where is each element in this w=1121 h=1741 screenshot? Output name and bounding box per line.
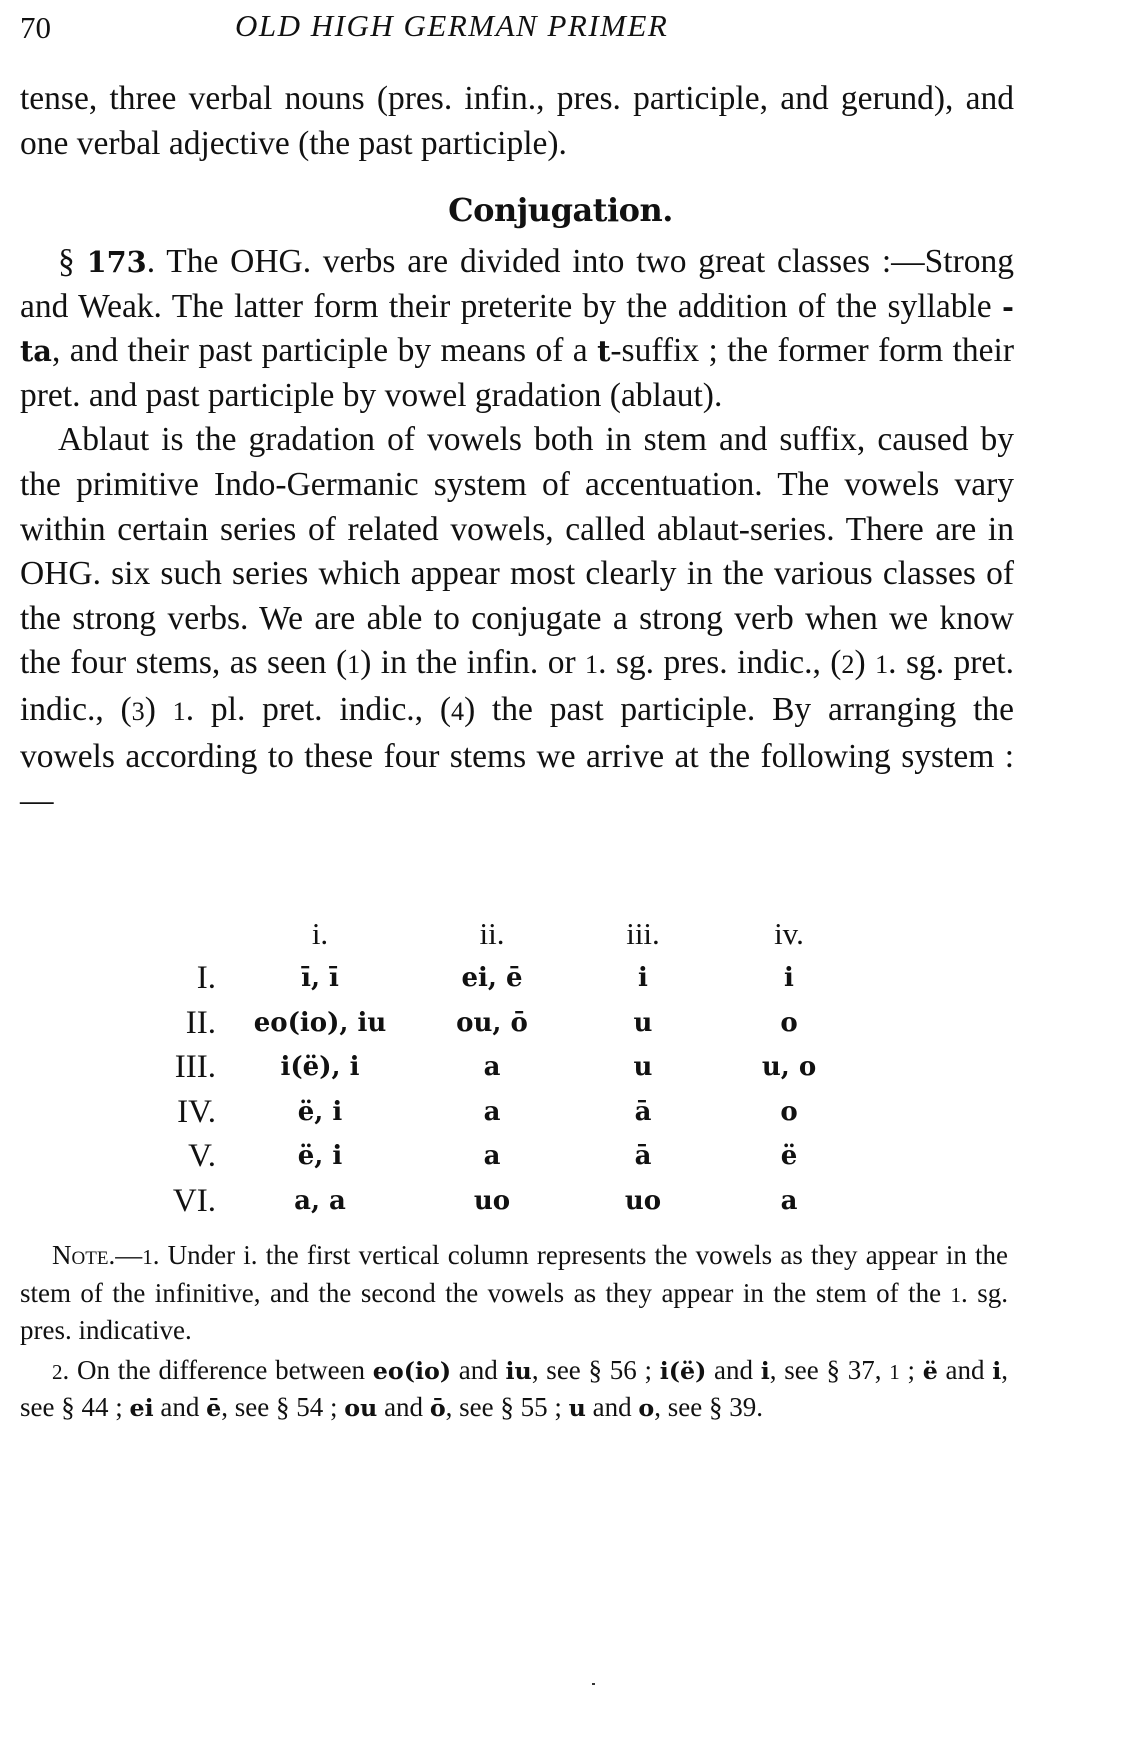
running-title: OLD HIGH GERMAN PRIMER [235,8,669,43]
oldstyle-numeral: 1 [875,650,889,680]
vowel-cell: u [633,1052,653,1082]
text-run: . sg. pres. indic., ( [598,644,842,682]
bold-form: ē [206,1394,222,1422]
column-header: iii. [626,916,660,951]
text-run: . The OHG. verbs are divided into two great classes :—Strong and Weak. The latter form their preterite by the addition of the syllable [20,243,1014,325]
vowel-cell: ā [634,1141,652,1171]
text-run: . Under i. the first vertical column represents the vowels as they appear in the stem of the infinitive, and the second the vowels as they appear in the stem of the [20,1240,1008,1308]
oldstyle-numeral: 1 [950,1282,962,1307]
vowel-cell: uo [473,1185,511,1216]
oldstyle-numeral: 1 [172,696,186,726]
paragraph-173 [20,240,1014,418]
notes [20,1238,1008,1427]
oldstyle-numeral: 1 [889,1359,900,1384]
paragraph-text [20,77,1014,166]
text-run: ) the past participle. By arranging the vowels according to these four stems we arrive at the following system :— [20,690,1015,820]
bold-form: t [597,334,611,369]
vowel-cell: a [483,1052,501,1082]
note-2 [20,1353,1008,1427]
oldstyle-numeral: 3 [131,696,145,726]
text-run: . sg. pres. indicative. [20,1277,1008,1345]
text-run: and [706,1354,761,1385]
table-row [0,1134,1121,1178]
text-run: § [58,243,87,280]
text-run: ) [854,644,876,682]
vowel-cell: i [638,963,648,993]
vowel-cell: ā [634,1096,652,1127]
ablaut-series-table [0,912,1121,1232]
bold-form: i [992,1356,1002,1385]
text-run: . On the difference between [62,1354,373,1385]
vowel-cell: ë, i [297,1096,343,1127]
note-1 [20,1238,1008,1349]
oldstyle-numeral: 2 [52,1359,63,1384]
small-caps-label: Note [52,1240,109,1270]
bold-form: i(ë) [659,1356,707,1385]
text-run: -suffix ; the former form their pret. and past participle by vowel gradation (ablaut). [20,332,1014,414]
text-run: tense, three verbal nouns (pres. infin., pres. participle, and gerund), and one verbal adjective (the past participle). [20,80,1014,162]
table-row [0,1001,1121,1045]
text-run: and [153,1392,207,1422]
text-run: ; [899,1354,923,1385]
bold-form: 173 [86,245,147,279]
series-number: V. [188,1138,216,1174]
bold-form: u [568,1394,586,1422]
oldstyle-numeral: 1 [347,650,361,680]
bold-form: -ta [20,289,1014,369]
vowel-cell: i(ë), i [280,1052,360,1082]
section-173 [20,240,1014,824]
vowel-cell: u [633,1007,653,1038]
page-number: 70 [20,10,51,45]
text-run: Ablaut is the gradation of vowels both in stem and suffix, caused by the primitive Indo-Germanic system of accentuation. The vowels vary within certain series of related vowels, called ablaut-series. There are in OHG. six such series which appear most clearly in the various classes of the strong verbs. We are able to conjugate a strong verb when we know the four stems, as seen ( [20,421,1014,682]
oldstyle-numeral: 1 [585,650,599,680]
oldstyle-numeral: 4 [451,696,465,726]
bold-form: ō [429,1394,446,1422]
table-row [0,956,1121,1000]
oldstyle-numeral: 1 [142,1245,153,1269]
paragraph-ablaut [20,418,1014,823]
text-run: , see § 39. [654,1392,763,1422]
vowel-cell: ë [780,1141,798,1171]
bold-form: ë [922,1356,938,1385]
oldstyle-numeral: 2 [841,650,855,680]
scan-speck [592,1683,595,1685]
text-run: .— [108,1240,143,1270]
column-header: iv. [774,916,804,951]
table-header-row [0,912,1121,956]
vowel-cell: o [780,1007,798,1038]
vowel-cell: ei, ē [461,963,523,993]
text-run: , see § 44 ; [20,1354,1009,1422]
vowel-cell: a [780,1185,798,1216]
bold-form: ou [344,1394,378,1422]
vowel-cell: o [780,1096,798,1127]
bold-form: i [760,1356,770,1385]
text-run: , see § 56 ; [531,1354,660,1385]
text-run: and [377,1392,430,1422]
column-header: ii. [479,916,505,951]
bold-form: iu [505,1356,532,1385]
table-row [0,1045,1121,1089]
text-run: . sg. pret. indic., ( [20,644,1014,728]
text-run: , see § 54 ; [221,1392,345,1422]
bold-form: o [638,1394,655,1422]
text-run: and [451,1354,506,1385]
series-number: II. [185,1004,216,1041]
vowel-cell: ī, ī [301,963,339,993]
vowel-cell: ou, ō [456,1007,528,1038]
vowel-cell: ë, i [297,1141,343,1171]
series-number: IV. [177,1093,216,1130]
text-run: . pl. pret. indic., ( [185,690,451,728]
intro-paragraph [20,77,1014,166]
column-header: i. [311,916,329,951]
table-row [0,1179,1121,1223]
text-run: , and their past participle by means of a [51,332,598,370]
vowel-cell: a, a [294,1185,346,1216]
text-run: and [585,1392,639,1422]
text-run: , see § 55 ; [445,1392,569,1422]
text-run: ) in the infin. or [360,644,586,682]
series-number: III. [174,1049,216,1085]
vowel-cell: a [483,1096,501,1127]
vowel-cell: uo [624,1185,662,1216]
vowel-cell: eo(io), iu [253,1007,387,1038]
text-run: , see § 37, [769,1354,890,1385]
bold-form: eo(io) [372,1356,452,1385]
vowel-cell: i [784,963,794,993]
table-row [0,1090,1121,1134]
text-run: and [937,1354,993,1385]
vowel-cell: a [483,1141,501,1171]
text-run: ) [144,690,173,728]
series-number: I. [196,960,216,996]
section-heading: Conjugation. [448,191,673,229]
running-head [20,4,1020,48]
series-number: VI. [172,1182,216,1219]
bold-form: ei [129,1394,154,1422]
vowel-cell: u, o [761,1052,817,1082]
